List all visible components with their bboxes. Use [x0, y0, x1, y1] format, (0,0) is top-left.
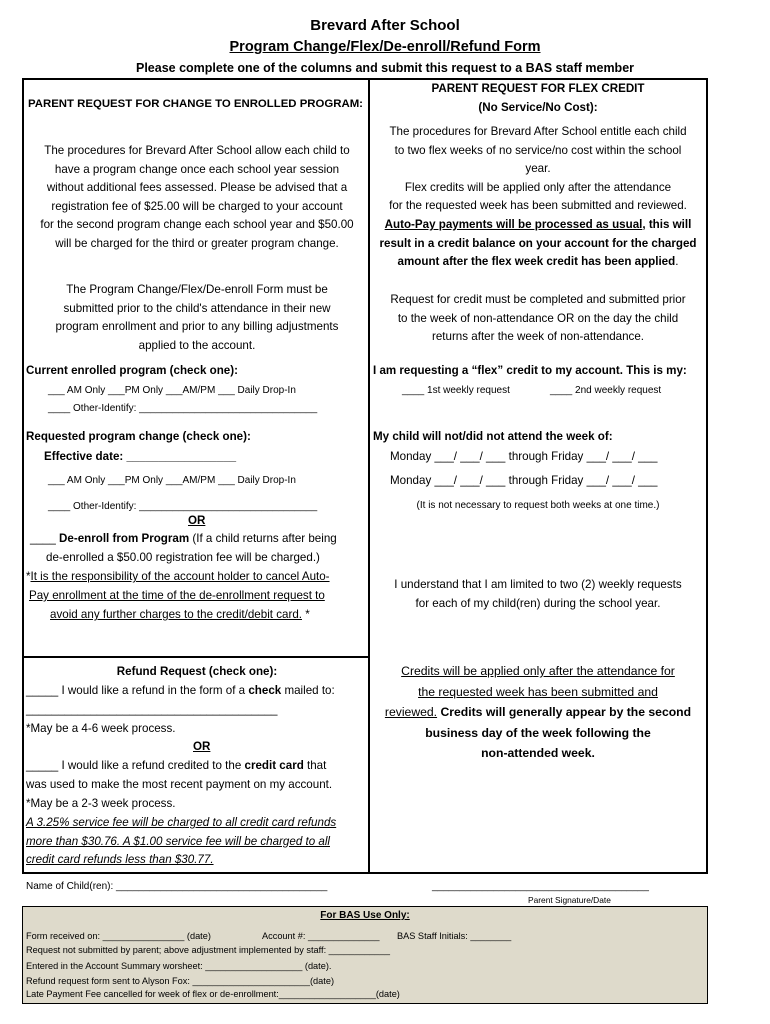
current-program-other-field[interactable]: ____ Other-Identify: ________________________________ [48, 403, 318, 414]
flex-credit-procedures: The procedures for Brevard After School entitle each child to two flex weeks of no service/no cost within the school year. Flex credits will be applied only after the attendance for the requested week has been submitted and reviewed. Auto-Pay payments will be processed as usual, this will result in a credit balance on your account for the charged amount after the flex week credit has been applied. [379, 125, 697, 269]
non-attendance-week-1-field[interactable]: Monday ___/ ___/ ___ through Friday ___/ ___/ ___ [390, 450, 658, 463]
flex-credit-submission-rules: Request for credit must be completed and submitted prior to the week of non-attendance OR on the day the child returns after the week of non-attendance. [390, 293, 686, 344]
weekly-request-limit-note: I understand that I am limited to two (2) weekly requests for each of my child(ren) during the school year. [394, 578, 682, 610]
form-instructions: Please complete one of the columns and submit this request to a BAS staff member [135, 61, 635, 75]
first-weekly-request-option[interactable]: ____ 1st weekly request [402, 385, 510, 396]
account-number-field[interactable]: Account #: ______________ [262, 931, 380, 941]
program-change-heading: PARENT REQUEST FOR CHANGE TO ENROLLED PROGRAM: [28, 98, 363, 110]
credit-card-refund-timing-note: *May be a 2-3 week process. [26, 797, 176, 810]
refund-check-option[interactable]: _____ I would like a refund in the form of a check mailed to: [26, 684, 335, 697]
requested-program-label: Requested program change (check one): [26, 430, 251, 443]
refund-mailing-address-field[interactable]: _______________________________________ [26, 703, 278, 716]
autopay-responsibility-line2: Pay enrollment at the time of the de-enrollment request to [29, 589, 325, 602]
non-attendance-week-2-field[interactable]: Monday ___/ ___/ ___ through Friday ___/ ___/ ___ [390, 474, 658, 487]
credit-card-refund-line2: was used to make the most recent payment on my account. [26, 778, 333, 791]
requested-program-other-field[interactable]: ____ Other-Identify: ________________________________ [48, 501, 318, 512]
credit-application-note: Credits will be applied only after the attendance for the requested week has been submitted and reviewed. Credits will generally appear by the second business day of the week following the non-attended week. [384, 664, 692, 760]
submission-requirements: The Program Change/Flex/De-enroll Form must be submitted prior to the child's attendance in their new program enrollment and prior to any billing adjustments applied to the account. [55, 283, 339, 352]
refund-request-heading: Refund Request (check one): [116, 665, 278, 678]
form-org-title: Brevard After School [310, 17, 460, 34]
child-name-field[interactable]: Name of Child(ren): ______________________________________ [26, 881, 328, 892]
program-change-procedures: The procedures for Brevard After School allow each child to have a program change once each school year session without additional fees assessed. Please be advised that a registration fee of $25.00 will be charged to your account for the second program change each school year and $50.00 will be charged for the third or greater program change. [40, 144, 354, 250]
account-summary-entry-field[interactable]: Entered in the Account Summary worsheet: ___________________ (date). [26, 961, 332, 971]
current-program-label: Current enrolled program (check one): [26, 364, 238, 377]
form-title: Program Change/Flex/De-enroll/Refund Form [229, 39, 541, 55]
parent-signature-field[interactable]: _______________________________________ [432, 881, 649, 892]
check-refund-timing-note: *May be a 4-6 week process. [26, 722, 176, 735]
effective-date-field[interactable]: Effective date: _________________ [44, 450, 237, 463]
parent-signature-label: Parent Signature/Date [528, 895, 611, 905]
second-weekly-request-option[interactable]: ____ 2nd weekly request [550, 385, 662, 396]
non-attendance-week-label: My child will not/did not attend the week of: [373, 430, 613, 443]
flex-request-statement: I am requesting a “flex” credit to my account. This is my: [373, 364, 687, 377]
credit-card-service-fee-note: A 3.25% service fee will be charged to all credit card refunds more than $30.76. A $1.00 service fee will be charged to all credit card refunds less than $30.77. [26, 816, 337, 867]
refund-section-divider [24, 656, 370, 658]
late-fee-cancelled-field[interactable]: Late Payment Fee cancelled for week of flex or de-enrollment:___________________(date) [26, 989, 400, 999]
both-weeks-note: (It is not necessary to request both weeks at one time.) [416, 500, 660, 511]
refund-form-sent-field[interactable]: Refund request form sent to Alyson Fox: _______________________(date) [26, 976, 335, 986]
de-enroll-option[interactable]: ____ De-enroll from Program (If a child returns after being [30, 532, 337, 545]
staff-initials-field[interactable]: BAS Staff Initials: ________ [397, 931, 512, 941]
bas-use-only-title: For BAS Use Only: [320, 910, 410, 921]
current-program-options[interactable]: ___ AM Only ___PM Only ___AM/PM ___ Daily Drop-In [48, 385, 296, 396]
staff-implemented-field[interactable]: Request not submitted by parent; above adjustment implemented by staff: ____________ [26, 945, 390, 955]
de-enroll-fee-note: de-enrolled a $50.00 registration fee will be charged.) [46, 551, 320, 564]
form-received-date-field[interactable]: Form received on: ________________ (date) [26, 931, 211, 941]
flex-credit-heading: PARENT REQUEST FOR FLEX CREDIT (No Service/No Cost): [431, 82, 645, 114]
autopay-responsibility-note: *It is the responsibility of the account holder to cancel Auto- [26, 570, 330, 583]
refund-credit-card-option[interactable]: _____ I would like a refund credited to the credit card that [26, 759, 327, 772]
refund-or-separator: OR [193, 740, 211, 753]
autopay-responsibility-line3: avoid any further charges to the credit/debit card. * [50, 608, 310, 621]
or-separator: OR [188, 514, 206, 527]
requested-program-options[interactable]: ___ AM Only ___PM Only ___AM/PM ___ Daily Drop-In [48, 475, 296, 486]
